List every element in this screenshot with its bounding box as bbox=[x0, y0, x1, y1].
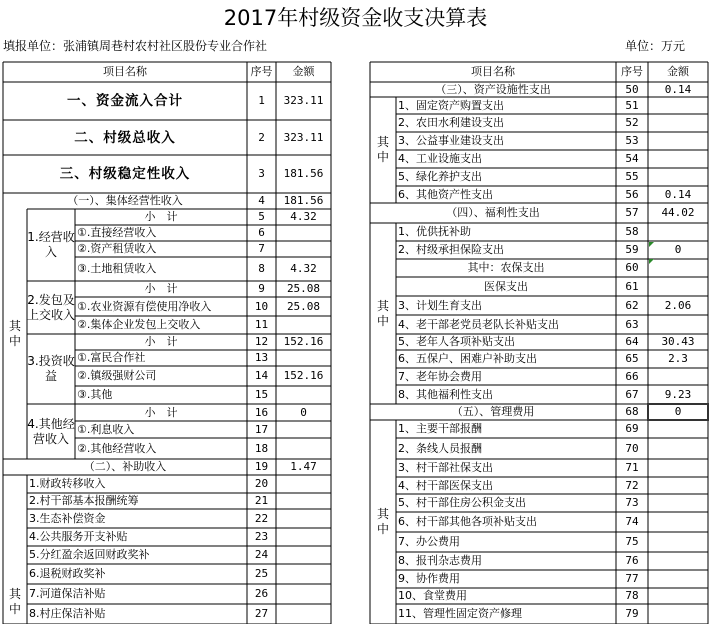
right-row-73-amount[interactable] bbox=[648, 494, 708, 512]
right-row-54-amount[interactable] bbox=[648, 150, 708, 168]
left-row-19-amount[interactable]: 1.47 bbox=[290, 460, 317, 473]
left-row-27-label[interactable]: 8.村庄保洁补贴 bbox=[29, 607, 106, 620]
left-row-18-label[interactable]: ②.其他经营收入 bbox=[77, 441, 157, 455]
right-row-79-seq[interactable]: 79 bbox=[625, 607, 639, 620]
right-row-61-amount[interactable] bbox=[648, 277, 708, 296]
left-row-2-seq[interactable]: 2 bbox=[258, 130, 265, 144]
right-row-66-seq[interactable]: 66 bbox=[625, 369, 639, 383]
left-row-21-label[interactable]: 2.村干部基本报酬统筹 bbox=[29, 494, 139, 507]
left-row-20-label[interactable]: 1.财政转移收入 bbox=[29, 477, 106, 490]
right-row-74-seq[interactable]: 74 bbox=[625, 515, 639, 528]
left-row-11-label[interactable]: ②.集体企业发包上交收入 bbox=[77, 318, 201, 331]
right-row-73-seq[interactable]: 73 bbox=[625, 496, 639, 509]
right-row-50-seq[interactable]: 50 bbox=[625, 82, 639, 96]
right-row-65-seq[interactable]: 65 bbox=[625, 352, 639, 365]
right-row-61-seq[interactable]: 61 bbox=[625, 279, 639, 293]
right-row-70-label[interactable]: 2、条线人员报酬 bbox=[398, 441, 482, 455]
right-row-64-seq[interactable]: 64 bbox=[625, 335, 639, 348]
left-row-12-amount[interactable]: 152.16 bbox=[283, 335, 324, 348]
left-row-25-amount[interactable] bbox=[276, 564, 331, 584]
right-row-69-label[interactable]: 1、主要干部报酬 bbox=[398, 422, 482, 435]
left-row-17-label[interactable]: ①.利息收入 bbox=[77, 422, 135, 436]
left-row-24-amount[interactable] bbox=[276, 546, 331, 564]
left-row-2-amount[interactable]: 323.11 bbox=[283, 130, 324, 144]
right-row-57-seq[interactable]: 57 bbox=[625, 206, 639, 219]
right-row-72-seq[interactable]: 72 bbox=[625, 478, 639, 492]
right-row-68-label[interactable]: （五）、管理费用 bbox=[451, 405, 535, 418]
right-row-57-label[interactable]: （四）、福利性支出 bbox=[446, 206, 540, 219]
left-row-13-amount[interactable] bbox=[276, 350, 331, 366]
right-header-item[interactable]: 项目名称 bbox=[471, 65, 515, 78]
left-row-23-label[interactable]: 4.公共服务开支补贴 bbox=[29, 530, 128, 543]
left-row-23-amount[interactable] bbox=[276, 528, 331, 546]
left-row-24-seq[interactable]: 24 bbox=[254, 548, 269, 561]
left-row-20-seq[interactable]: 20 bbox=[254, 477, 269, 490]
right-row-58-amount[interactable] bbox=[648, 223, 708, 241]
right-row-73-label[interactable]: 5、村干部住房公积金支出 bbox=[398, 496, 526, 509]
right-row-60-amount[interactable] bbox=[648, 259, 708, 277]
left-group-outer: 其中 bbox=[8, 319, 21, 348]
selected-cell[interactable] bbox=[648, 404, 708, 420]
left-row-9-amount[interactable]: 25.08 bbox=[286, 282, 321, 295]
right-row-68-seq[interactable]: 68 bbox=[625, 405, 639, 418]
left-row-6-amount[interactable] bbox=[276, 225, 331, 241]
left-row-20-amount[interactable] bbox=[276, 475, 331, 493]
right-row-70-amount[interactable] bbox=[648, 438, 708, 459]
left-row-19-label[interactable]: （二）、补助收入 bbox=[83, 460, 167, 473]
right-row-64-label[interactable]: 5、老年人各项补贴支出 bbox=[398, 335, 515, 348]
left-row-10-seq[interactable]: 10 bbox=[254, 299, 269, 313]
left-group-investment: 3.投资收益 bbox=[27, 354, 75, 383]
left-row-6-seq[interactable]: 6 bbox=[258, 226, 265, 239]
left-row-15-seq[interactable]: 15 bbox=[254, 388, 269, 401]
left-row-23-seq[interactable]: 23 bbox=[254, 530, 269, 543]
left-row-22-seq[interactable]: 22 bbox=[254, 511, 269, 525]
right-row-66-amount[interactable] bbox=[648, 368, 708, 385]
right-row-76-label[interactable]: 8、报刊杂志费用 bbox=[398, 554, 482, 567]
right-row-78-label[interactable]: 10、食堂费用 bbox=[398, 589, 467, 602]
left-row-21-amount[interactable] bbox=[276, 493, 331, 509]
right-group-assets: 其中 bbox=[376, 135, 389, 164]
right-row-71-amount[interactable] bbox=[648, 459, 708, 477]
right-header-amount[interactable]: 金额 bbox=[667, 65, 689, 78]
left-row-27-seq[interactable]: 27 bbox=[254, 607, 269, 620]
left-row-19-seq[interactable]: 19 bbox=[254, 460, 269, 473]
right-row-77-label[interactable]: 9、协作费用 bbox=[398, 572, 460, 585]
right-row-50-label[interactable]: （三）、资产设施性支出 bbox=[435, 82, 551, 96]
left-group-operating: 1.经营收入 bbox=[27, 230, 75, 259]
right-row-55-amount[interactable] bbox=[648, 168, 708, 186]
right-row-62-amount[interactable]: 2.06 bbox=[664, 298, 692, 312]
right-row-58-seq[interactable]: 58 bbox=[625, 225, 639, 238]
right-row-51-label[interactable]: 1、固定资产购置支出 bbox=[398, 98, 504, 112]
right-row-51-seq[interactable]: 51 bbox=[625, 98, 639, 112]
left-row-18-amount[interactable] bbox=[276, 438, 331, 459]
right-row-51-amount[interactable] bbox=[648, 97, 708, 114]
left-row-4-amount[interactable]: 181.56 bbox=[283, 194, 324, 207]
left-row-7-amount[interactable] bbox=[276, 241, 331, 257]
right-row-70-seq[interactable]: 70 bbox=[625, 441, 639, 455]
left-row-5-amount[interactable]: 4.32 bbox=[290, 210, 317, 223]
right-row-61-label[interactable]: 医保支出 bbox=[484, 279, 528, 293]
right-row-74-label[interactable]: 6、村干部其他各项补贴支出 bbox=[398, 515, 537, 528]
right-row-50-amount[interactable]: 0.14 bbox=[664, 82, 692, 96]
right-group-management: 其中 bbox=[376, 507, 389, 536]
left-row-10-label[interactable]: ①.农业资源有偿使用净收入 bbox=[77, 299, 212, 313]
left-row-9-seq[interactable]: 9 bbox=[258, 282, 265, 295]
right-row-59-label[interactable]: 2、村级承担保险支出 bbox=[398, 243, 504, 256]
left-header-seq[interactable]: 序号 bbox=[250, 65, 273, 78]
right-row-56-seq[interactable]: 56 bbox=[625, 187, 639, 201]
left-row-16-label[interactable]: 小 计 bbox=[144, 405, 178, 419]
right-row-52-amount[interactable] bbox=[648, 114, 708, 132]
left-header-item[interactable]: 项目名称 bbox=[103, 65, 147, 78]
right-row-54-label[interactable]: 4、工业设施支出 bbox=[398, 152, 482, 165]
left-row-22-amount[interactable] bbox=[276, 509, 331, 528]
right-row-55-label[interactable]: 5、绿化养护支出 bbox=[398, 170, 482, 183]
right-row-63-label[interactable]: 4、老干部老党员老队长补贴支出 bbox=[398, 317, 559, 331]
right-row-76-seq[interactable]: 76 bbox=[625, 554, 639, 567]
left-row-15-label[interactable]: ③.其他 bbox=[77, 388, 113, 401]
left-row-13-label[interactable]: ①.富民合作社 bbox=[77, 351, 146, 364]
right-row-78-amount[interactable] bbox=[648, 588, 708, 604]
left-row-4-label[interactable]: （一）、集体经营性收入 bbox=[67, 194, 183, 207]
left-row-25-seq[interactable]: 25 bbox=[254, 567, 269, 580]
right-row-77-amount[interactable] bbox=[648, 570, 708, 588]
right-row-66-label[interactable]: 7、老年协会费用 bbox=[398, 369, 482, 383]
left-row-26-seq[interactable]: 26 bbox=[254, 587, 269, 600]
left-row-7-seq[interactable]: 7 bbox=[258, 242, 265, 255]
right-row-72-label[interactable]: 4、村干部医保支出 bbox=[398, 478, 493, 492]
page-title: 2017年村级资金收支决算表 bbox=[223, 6, 488, 30]
left-row-18-seq[interactable]: 18 bbox=[254, 441, 269, 455]
left-row-22-label[interactable]: 3.生态补偿资金 bbox=[29, 511, 106, 525]
left-row-5-seq[interactable]: 5 bbox=[258, 210, 265, 223]
right-row-64-amount[interactable]: 30.43 bbox=[661, 335, 695, 348]
right-row-56-amount[interactable]: 0.14 bbox=[664, 187, 692, 201]
right-row-62-label[interactable]: 3、计划生育支出 bbox=[398, 298, 482, 312]
right-row-60-seq[interactable]: 60 bbox=[625, 261, 639, 274]
right-row-63-seq[interactable]: 63 bbox=[625, 317, 639, 331]
left-row-15-amount[interactable] bbox=[276, 386, 331, 404]
right-row-71-label[interactable]: 3、村干部社保支出 bbox=[398, 461, 493, 474]
left-row-4-seq[interactable]: 4 bbox=[258, 194, 265, 207]
right-row-67-label[interactable]: 8、其他福利性支出 bbox=[398, 387, 493, 401]
left-group-other: 4.其他经营收入 bbox=[27, 416, 75, 446]
left-row-8-amount[interactable]: 4.32 bbox=[290, 262, 317, 275]
right-row-59-seq[interactable]: 59 bbox=[625, 243, 639, 256]
left-row-13-seq[interactable]: 13 bbox=[254, 351, 269, 364]
right-row-77-seq[interactable]: 77 bbox=[625, 572, 639, 585]
right-row-60-label[interactable]: 其中：农保支出 bbox=[467, 261, 545, 274]
right-row-75-label[interactable]: 7、办公费用 bbox=[398, 535, 460, 548]
right-row-53-seq[interactable]: 53 bbox=[625, 134, 639, 147]
reporting-unit-label: 填报单位：张浦镇周巷村农村社区股份专业合作社 bbox=[3, 39, 268, 53]
currency-unit-label: 单位：万元 bbox=[625, 39, 686, 53]
right-group-welfare: 其中 bbox=[376, 298, 389, 328]
right-row-57-amount[interactable]: 44.02 bbox=[661, 206, 695, 219]
right-row-68-amount[interactable]: 0 bbox=[674, 405, 682, 418]
right-row-52-seq[interactable]: 52 bbox=[625, 116, 639, 129]
right-row-76-amount[interactable] bbox=[648, 552, 708, 570]
left-row-8-label[interactable]: ③.土地租赁收入 bbox=[77, 262, 157, 275]
left-row-3-seq[interactable]: 3 bbox=[258, 167, 265, 180]
left-row-1-seq[interactable]: 1 bbox=[258, 94, 265, 107]
left-row-26-amount[interactable] bbox=[276, 584, 331, 604]
left-row-9-label[interactable]: 小 计 bbox=[144, 282, 178, 295]
left-row-5-label[interactable]: 小 计 bbox=[144, 210, 178, 223]
left-row-11-seq[interactable]: 11 bbox=[254, 318, 269, 331]
left-row-16-seq[interactable]: 16 bbox=[254, 405, 269, 419]
right-row-69-amount[interactable] bbox=[648, 420, 708, 438]
right-row-65-label[interactable]: 6、五保户、困难户补助支出 bbox=[398, 352, 537, 365]
right-header-seq[interactable]: 序号 bbox=[621, 65, 643, 78]
right-row-75-amount[interactable] bbox=[648, 532, 708, 552]
left-row-2-label[interactable]: 二、村级总收入 bbox=[74, 129, 176, 146]
left-row-14-amount[interactable]: 152.16 bbox=[283, 369, 324, 382]
left-row-14-label[interactable]: ②.镇级强财公司 bbox=[77, 369, 157, 382]
left-row-27-amount[interactable] bbox=[276, 604, 331, 624]
left-row-3-amount[interactable]: 181.56 bbox=[283, 167, 324, 180]
left-group-contract: 2.发包及上交收入 bbox=[27, 292, 75, 322]
right-row-75-seq[interactable]: 75 bbox=[625, 535, 639, 548]
right-row-62-seq[interactable]: 62 bbox=[625, 298, 639, 312]
left-row-8-seq[interactable]: 8 bbox=[258, 262, 265, 275]
right-row-58-label[interactable]: 1、优供抚补助 bbox=[398, 225, 471, 238]
right-row-67-seq[interactable]: 67 bbox=[625, 387, 639, 401]
right-row-79-amount[interactable] bbox=[648, 604, 708, 624]
right-row-52-label[interactable]: 2、农田水利建设支出 bbox=[398, 116, 504, 129]
right-row-59-amount[interactable]: 0 bbox=[674, 243, 682, 256]
left-row-24-label[interactable]: 5.分红盈余返回财政奖补 bbox=[29, 548, 150, 561]
left-row-7-label[interactable]: ②.资产租赁收入 bbox=[77, 242, 157, 255]
left-row-1-amount[interactable]: 323.11 bbox=[283, 94, 324, 107]
right-row-53-label[interactable]: 3、公益事业建设支出 bbox=[398, 134, 504, 147]
right-row-63-amount[interactable] bbox=[648, 315, 708, 334]
right-row-54-seq[interactable]: 54 bbox=[625, 152, 639, 165]
left-row-11-amount[interactable] bbox=[276, 316, 331, 334]
left-row-14-seq[interactable]: 14 bbox=[254, 369, 269, 382]
left-row-25-label[interactable]: 6.退税财政奖补 bbox=[29, 567, 106, 580]
left-row-21-seq[interactable]: 21 bbox=[254, 494, 269, 507]
right-row-74-amount[interactable] bbox=[648, 512, 708, 532]
left-header-amount[interactable]: 金额 bbox=[292, 65, 315, 78]
left-row-17-seq[interactable]: 17 bbox=[254, 422, 269, 436]
left-row-3-label[interactable]: 三、村级稳定性收入 bbox=[59, 166, 191, 182]
left-row-12-label[interactable]: 小 计 bbox=[144, 335, 178, 348]
right-row-56-label[interactable]: 6、其他资产性支出 bbox=[398, 187, 493, 201]
right-row-53-amount[interactable] bbox=[648, 132, 708, 150]
right-row-67-amount[interactable]: 9.23 bbox=[664, 387, 692, 401]
left-group-outer-bottom: 其中 bbox=[8, 587, 21, 616]
left-row-26-label[interactable]: 7.河道保洁补贴 bbox=[29, 587, 106, 600]
right-row-65-amount[interactable]: 2.3 bbox=[668, 352, 688, 365]
right-row-71-seq[interactable]: 71 bbox=[625, 461, 639, 474]
right-row-79-label[interactable]: 11、管理性固定资产修理 bbox=[398, 607, 522, 620]
left-row-6-label[interactable]: ①.直接经营收入 bbox=[77, 226, 157, 239]
left-row-17-amount[interactable] bbox=[276, 421, 331, 438]
left-row-12-seq[interactable]: 12 bbox=[254, 335, 269, 348]
right-row-69-seq[interactable]: 69 bbox=[625, 422, 639, 435]
left-row-16-amount[interactable]: 0 bbox=[300, 405, 307, 419]
left-row-10-amount[interactable]: 25.08 bbox=[286, 299, 321, 313]
right-row-55-seq[interactable]: 55 bbox=[625, 170, 639, 183]
right-row-72-amount[interactable] bbox=[648, 477, 708, 494]
right-row-78-seq[interactable]: 78 bbox=[625, 589, 639, 602]
left-row-1-label[interactable]: 一、资金流入合计 bbox=[67, 93, 183, 109]
